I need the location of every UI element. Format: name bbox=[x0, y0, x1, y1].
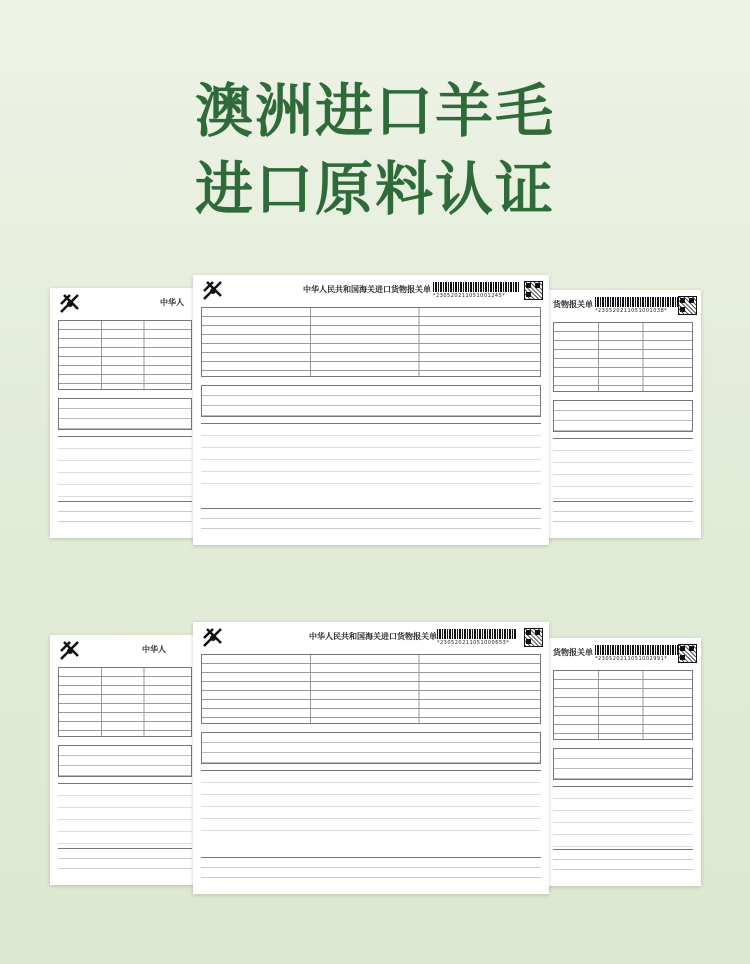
qr-code-icon bbox=[678, 296, 697, 315]
customs-doc-bottom-left bbox=[50, 635, 200, 885]
form-items-table bbox=[58, 783, 192, 844]
form-items-table bbox=[201, 770, 541, 831]
barcode-number: *230520211051001245* bbox=[433, 293, 506, 299]
form-header-grid bbox=[553, 670, 693, 740]
form-items-table bbox=[201, 423, 541, 484]
customs-doc-top-left bbox=[50, 288, 200, 538]
form-footer bbox=[553, 501, 693, 530]
barcode bbox=[595, 297, 680, 307]
form-title: 中华人 bbox=[142, 645, 166, 654]
customs-doc-top-center bbox=[193, 275, 549, 545]
customs-doc-top-right bbox=[545, 290, 701, 538]
barcode-number: *230520211051002991* bbox=[595, 656, 668, 662]
form-items-table bbox=[553, 786, 693, 847]
customs-doc-bottom-right bbox=[545, 638, 701, 886]
form-header-grid bbox=[201, 654, 541, 724]
form-remarks bbox=[58, 398, 192, 430]
form-remarks bbox=[201, 732, 541, 764]
form-header-grid bbox=[58, 667, 192, 737]
customs-emblem-icon bbox=[201, 626, 225, 650]
barcode bbox=[595, 645, 680, 655]
form-header-grid bbox=[58, 320, 192, 390]
form-header-grid bbox=[201, 307, 541, 377]
qr-code-icon bbox=[524, 281, 543, 300]
customs-emblem-icon bbox=[58, 292, 82, 316]
form-footer bbox=[58, 848, 192, 877]
form-footer bbox=[58, 501, 192, 530]
customs-doc-bottom-center bbox=[193, 622, 549, 894]
barcode bbox=[437, 629, 517, 639]
form-remarks bbox=[553, 748, 693, 780]
form-items-table bbox=[58, 436, 192, 497]
customs-emblem-icon bbox=[201, 279, 225, 303]
form-title: 中华人民共和国海关进口货物报关单 bbox=[309, 632, 437, 641]
barcode bbox=[433, 282, 519, 292]
qr-code-icon bbox=[524, 628, 543, 647]
barcode-number: *230520211051000653* bbox=[437, 640, 510, 646]
customs-emblem-icon bbox=[58, 639, 82, 663]
headline-line2: 进口原料认证 bbox=[194, 155, 555, 223]
barcode-number: *230520211051001038* bbox=[595, 308, 668, 314]
form-title: 中华人 bbox=[160, 298, 184, 307]
form-header-grid bbox=[553, 322, 693, 392]
form-title: 货物报关单 bbox=[553, 648, 593, 657]
form-remarks bbox=[58, 745, 192, 777]
form-title: 货物报关单 bbox=[553, 300, 593, 309]
form-items-table bbox=[553, 438, 693, 499]
qr-code-icon bbox=[678, 644, 697, 663]
form-footer bbox=[201, 508, 541, 537]
headline-line1: 澳洲进口羊毛 bbox=[194, 77, 555, 145]
form-footer bbox=[553, 849, 693, 878]
form-title: 中华人民共和国海关进口货物报关单 bbox=[303, 285, 431, 294]
form-remarks bbox=[201, 385, 541, 417]
form-remarks bbox=[553, 400, 693, 432]
form-footer bbox=[201, 857, 541, 886]
